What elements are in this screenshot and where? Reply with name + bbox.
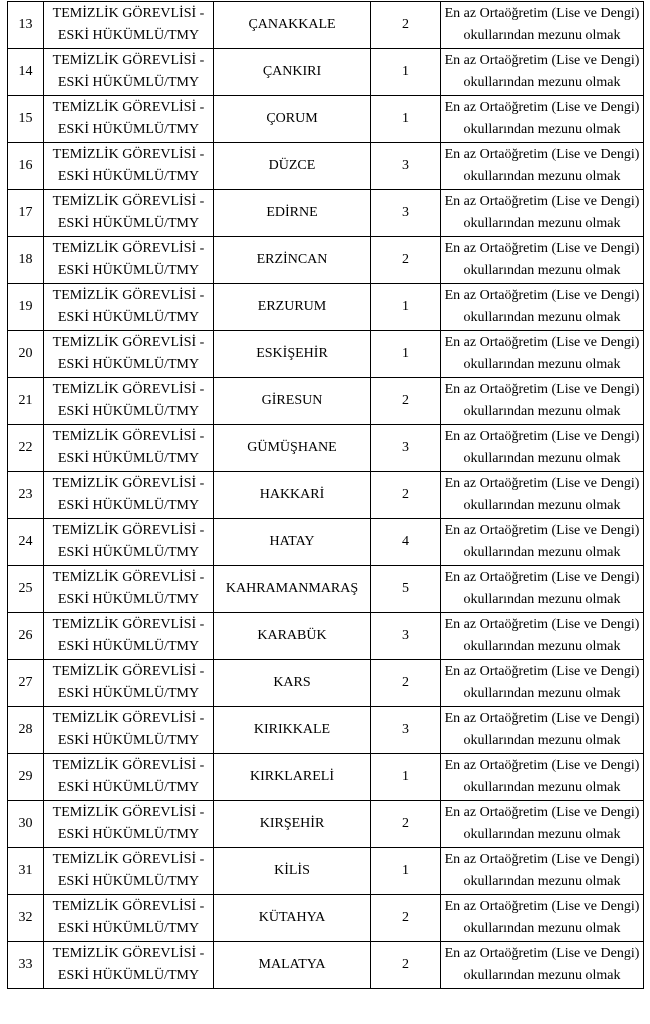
table-row (8, 2, 644, 49)
position-title-line-1: TEMİZLİK GÖREVLİSİ - (52, 805, 205, 820)
province-cell (214, 519, 371, 566)
province-name: ÇANKIRI (262, 64, 322, 79)
position-count: 4 (402, 534, 409, 549)
position-count: 1 (402, 346, 409, 361)
position-cell (44, 566, 214, 613)
province-name: ERZİNCAN (256, 252, 328, 267)
position-title-line-1: TEMİZLİK GÖREVLİSİ - (52, 147, 205, 162)
position-title-line-1: TEMİZLİK GÖREVLİSİ - (52, 711, 205, 726)
province-cell (214, 2, 371, 49)
position-title-line-2: ESKİ HÜKÜMLÜ/TMY (57, 921, 200, 936)
requirement-line-2: okullarından mezunu olmak (463, 733, 621, 748)
position-title-line-1: TEMİZLİK GÖREVLİSİ - (52, 852, 205, 867)
count-cell (371, 942, 441, 989)
table-row (8, 895, 644, 942)
requirement-cell (441, 331, 644, 378)
province-name: KIRIKKALE (253, 722, 331, 737)
row-number: 18 (18, 252, 33, 267)
requirement-cell (441, 566, 644, 613)
row-number: 21 (18, 393, 33, 408)
table-row (8, 143, 644, 190)
requirement-line-2: okullarından mezunu olmak (463, 451, 621, 466)
row-number-cell (8, 378, 44, 425)
position-title-line-1: TEMİZLİK GÖREVLİSİ - (52, 194, 205, 209)
count-cell (371, 519, 441, 566)
requirement-line-1: En az Ortaöğretim (Lise ve Dengi) (444, 288, 640, 303)
province-name: ESKİŞEHİR (256, 346, 328, 361)
province-cell (214, 331, 371, 378)
row-number-cell (8, 566, 44, 613)
position-title-line-1: TEMİZLİK GÖREVLİSİ - (52, 946, 205, 961)
table-row (8, 472, 644, 519)
requirement-line-2: okullarından mezunu olmak (463, 874, 621, 889)
position-count: 2 (402, 910, 409, 925)
requirement-cell (441, 613, 644, 660)
province-cell (214, 566, 371, 613)
requirement-line-1: En az Ortaöğretim (Lise ve Dengi) (444, 476, 640, 491)
position-cell (44, 49, 214, 96)
table-row (8, 378, 644, 425)
position-cell (44, 519, 214, 566)
position-title-line-1: TEMİZLİK GÖREVLİSİ - (52, 100, 205, 115)
requirement-line-1: En az Ortaöğretim (Lise ve Dengi) (444, 711, 640, 726)
position-count: 1 (402, 64, 409, 79)
requirement-line-2: okullarından mezunu olmak (463, 216, 621, 231)
row-number: 25 (18, 581, 33, 596)
row-number-cell (8, 895, 44, 942)
position-cell (44, 2, 214, 49)
requirement-line-2: okullarından mezunu olmak (463, 498, 621, 513)
row-number: 29 (18, 769, 33, 784)
row-number-cell (8, 801, 44, 848)
row-number-cell (8, 848, 44, 895)
province-cell (214, 660, 371, 707)
province-name: HAKKARİ (259, 487, 325, 502)
requirement-line-2: okullarından mezunu olmak (463, 357, 621, 372)
requirement-line-1: En az Ortaöğretim (Lise ve Dengi) (444, 617, 640, 632)
position-title-line-1: TEMİZLİK GÖREVLİSİ - (52, 758, 205, 773)
position-title-line-2: ESKİ HÜKÜMLÜ/TMY (57, 592, 200, 607)
position-title-line-1: TEMİZLİK GÖREVLİSİ - (52, 429, 205, 444)
row-number-cell (8, 190, 44, 237)
requirement-line-1: En az Ortaöğretim (Lise ve Dengi) (444, 664, 640, 679)
requirement-line-2: okullarından mezunu olmak (463, 310, 621, 325)
province-name: DÜZCE (268, 158, 316, 173)
position-cell (44, 895, 214, 942)
table-row (8, 754, 644, 801)
count-cell (371, 848, 441, 895)
requirement-line-1: En az Ortaöğretim (Lise ve Dengi) (444, 523, 640, 538)
province-name: EDİRNE (266, 205, 318, 220)
count-cell (371, 425, 441, 472)
row-number-cell (8, 425, 44, 472)
row-number-cell (8, 237, 44, 284)
requirement-line-2: okullarından mezunu olmak (463, 592, 621, 607)
position-cell (44, 425, 214, 472)
position-title-line-1: TEMİZLİK GÖREVLİSİ - (52, 382, 205, 397)
count-cell (371, 331, 441, 378)
requirement-line-2: okullarından mezunu olmak (463, 169, 621, 184)
row-number-cell (8, 613, 44, 660)
count-cell (371, 96, 441, 143)
count-cell (371, 190, 441, 237)
row-number: 27 (18, 675, 33, 690)
row-number-cell (8, 2, 44, 49)
position-title-line-1: TEMİZLİK GÖREVLİSİ - (52, 241, 205, 256)
position-cell (44, 284, 214, 331)
province-cell (214, 895, 371, 942)
row-number: 30 (18, 816, 33, 831)
staff-quota-table (7, 1, 644, 989)
count-cell (371, 566, 441, 613)
position-title-line-1: TEMİZLİK GÖREVLİSİ - (52, 6, 205, 21)
position-count: 2 (402, 957, 409, 972)
row-number: 33 (18, 957, 33, 972)
position-cell (44, 613, 214, 660)
table-row (8, 801, 644, 848)
count-cell (371, 143, 441, 190)
province-name: KİLİS (274, 863, 310, 878)
requirement-cell (441, 472, 644, 519)
requirement-line-2: okullarından mezunu olmak (463, 545, 621, 560)
count-cell (371, 801, 441, 848)
position-cell (44, 942, 214, 989)
row-number-cell (8, 707, 44, 754)
table-row (8, 707, 644, 754)
position-title-line-1: TEMİZLİK GÖREVLİSİ - (52, 288, 205, 303)
row-number-cell (8, 143, 44, 190)
table-row (8, 331, 644, 378)
count-cell (371, 237, 441, 284)
position-title-line-2: ESKİ HÜKÜMLÜ/TMY (57, 357, 200, 372)
requirement-line-1: En az Ortaöğretim (Lise ve Dengi) (444, 758, 640, 773)
position-cell (44, 331, 214, 378)
position-cell (44, 143, 214, 190)
position-cell (44, 190, 214, 237)
row-number-cell (8, 96, 44, 143)
position-title-line-1: TEMİZLİK GÖREVLİSİ - (52, 664, 205, 679)
position-title-line-2: ESKİ HÜKÜMLÜ/TMY (57, 780, 200, 795)
requirement-cell (441, 96, 644, 143)
province-cell (214, 801, 371, 848)
requirement-line-1: En az Ortaöğretim (Lise ve Dengi) (444, 147, 640, 162)
row-number-cell (8, 49, 44, 96)
position-count: 1 (402, 863, 409, 878)
row-number: 15 (18, 111, 33, 126)
requirement-line-1: En az Ortaöğretim (Lise ve Dengi) (444, 899, 640, 914)
requirement-line-2: okullarından mezunu olmak (463, 404, 621, 419)
position-title-line-1: TEMİZLİK GÖREVLİSİ - (52, 899, 205, 914)
position-title-line-2: ESKİ HÜKÜMLÜ/TMY (57, 545, 200, 560)
row-number: 24 (18, 534, 33, 549)
position-title-line-2: ESKİ HÜKÜMLÜ/TMY (57, 639, 200, 654)
requirement-line-2: okullarından mezunu olmak (463, 639, 621, 654)
count-cell (371, 2, 441, 49)
province-cell (214, 942, 371, 989)
requirement-cell (441, 378, 644, 425)
table-row (8, 49, 644, 96)
position-count: 2 (402, 393, 409, 408)
province-name: KÜTAHYA (258, 910, 326, 925)
requirement-line-1: En az Ortaöğretim (Lise ve Dengi) (444, 6, 640, 21)
province-name: ÇORUM (266, 111, 318, 126)
row-number: 13 (18, 17, 33, 32)
position-title-line-1: TEMİZLİK GÖREVLİSİ - (52, 476, 205, 491)
province-name: ERZURUM (257, 299, 327, 314)
requirement-line-2: okullarından mezunu olmak (463, 75, 621, 90)
count-cell (371, 754, 441, 801)
position-count: 3 (402, 205, 409, 220)
position-cell (44, 707, 214, 754)
requirement-line-1: En az Ortaöğretim (Lise ve Dengi) (444, 382, 640, 397)
province-cell (214, 754, 371, 801)
position-count: 3 (402, 628, 409, 643)
requirement-cell (441, 49, 644, 96)
province-cell (214, 425, 371, 472)
requirement-line-1: En az Ortaöğretim (Lise ve Dengi) (444, 194, 640, 209)
table-row (8, 942, 644, 989)
province-cell (214, 96, 371, 143)
count-cell (371, 707, 441, 754)
province-name: HATAY (269, 534, 315, 549)
position-title-line-2: ESKİ HÜKÜMLÜ/TMY (57, 874, 200, 889)
position-title-line-1: TEMİZLİK GÖREVLİSİ - (52, 53, 205, 68)
row-number: 28 (18, 722, 33, 737)
position-count: 3 (402, 440, 409, 455)
province-name: KIRŞEHİR (259, 816, 325, 831)
position-count: 3 (402, 722, 409, 737)
position-title-line-1: TEMİZLİK GÖREVLİSİ - (52, 570, 205, 585)
position-title-line-1: TEMİZLİK GÖREVLİSİ - (52, 335, 205, 350)
requirement-line-2: okullarından mezunu olmak (463, 263, 621, 278)
province-cell (214, 378, 371, 425)
table-row (8, 660, 644, 707)
row-number: 19 (18, 299, 33, 314)
province-name: KARABÜK (257, 628, 327, 643)
row-number-cell (8, 284, 44, 331)
row-number-cell (8, 754, 44, 801)
position-count: 1 (402, 111, 409, 126)
province-name: ÇANAKKALE (248, 17, 336, 32)
requirement-cell (441, 848, 644, 895)
requirement-line-1: En az Ortaöğretim (Lise ve Dengi) (444, 53, 640, 68)
requirement-cell (441, 2, 644, 49)
count-cell (371, 660, 441, 707)
row-number: 26 (18, 628, 33, 643)
row-number: 23 (18, 487, 33, 502)
table-row (8, 237, 644, 284)
position-title-line-2: ESKİ HÜKÜMLÜ/TMY (57, 169, 200, 184)
requirement-line-1: En az Ortaöğretim (Lise ve Dengi) (444, 946, 640, 961)
province-cell (214, 848, 371, 895)
position-count: 2 (402, 17, 409, 32)
province-cell (214, 49, 371, 96)
table-row (8, 190, 644, 237)
position-title-line-2: ESKİ HÜKÜMLÜ/TMY (57, 310, 200, 325)
province-name: GİRESUN (261, 393, 323, 408)
requirement-line-2: okullarından mezunu olmak (463, 686, 621, 701)
requirement-cell (441, 895, 644, 942)
position-title-line-2: ESKİ HÜKÜMLÜ/TMY (57, 968, 200, 983)
count-cell (371, 895, 441, 942)
province-cell (214, 284, 371, 331)
position-cell (44, 237, 214, 284)
row-number: 22 (18, 440, 33, 455)
position-title-line-2: ESKİ HÜKÜMLÜ/TMY (57, 827, 200, 842)
requirement-line-1: En az Ortaöğretim (Lise ve Dengi) (444, 805, 640, 820)
count-cell (371, 284, 441, 331)
requirement-cell (441, 143, 644, 190)
position-cell (44, 848, 214, 895)
count-cell (371, 49, 441, 96)
position-count: 2 (402, 487, 409, 502)
requirement-cell (441, 425, 644, 472)
position-count: 1 (402, 299, 409, 314)
province-cell (214, 143, 371, 190)
province-name: KAHRAMANMARAŞ (225, 581, 359, 596)
position-title-line-2: ESKİ HÜKÜMLÜ/TMY (57, 451, 200, 466)
province-name: KIRKLARELİ (250, 769, 334, 784)
requirement-cell (441, 707, 644, 754)
row-number: 17 (18, 205, 33, 220)
position-title-line-2: ESKİ HÜKÜMLÜ/TMY (57, 75, 200, 90)
requirement-line-1: En az Ortaöğretim (Lise ve Dengi) (444, 429, 640, 444)
table-row (8, 519, 644, 566)
province-cell (214, 237, 371, 284)
row-number-cell (8, 942, 44, 989)
position-cell (44, 801, 214, 848)
position-title-line-1: TEMİZLİK GÖREVLİSİ - (52, 617, 205, 632)
requirement-cell (441, 942, 644, 989)
count-cell (371, 472, 441, 519)
position-count: 2 (402, 675, 409, 690)
row-number: 14 (18, 64, 33, 79)
requirement-cell (441, 754, 644, 801)
requirement-line-2: okullarından mezunu olmak (463, 28, 621, 43)
position-cell (44, 378, 214, 425)
position-title-line-2: ESKİ HÜKÜMLÜ/TMY (57, 216, 200, 231)
position-title-line-1: TEMİZLİK GÖREVLİSİ - (52, 523, 205, 538)
row-number: 20 (18, 346, 33, 361)
position-title-line-2: ESKİ HÜKÜMLÜ/TMY (57, 122, 200, 137)
requirement-line-1: En az Ortaöğretim (Lise ve Dengi) (444, 241, 640, 256)
table-row (8, 566, 644, 613)
position-count: 3 (402, 158, 409, 173)
requirement-cell (441, 284, 644, 331)
row-number: 32 (18, 910, 33, 925)
position-title-line-2: ESKİ HÜKÜMLÜ/TMY (57, 733, 200, 748)
count-cell (371, 378, 441, 425)
position-title-line-2: ESKİ HÜKÜMLÜ/TMY (57, 404, 200, 419)
position-cell (44, 754, 214, 801)
position-count: 5 (402, 581, 409, 596)
row-number-cell (8, 331, 44, 378)
province-name: GÜMÜŞHANE (247, 440, 337, 455)
requirement-line-2: okullarından mezunu olmak (463, 968, 621, 983)
requirement-line-1: En az Ortaöğretim (Lise ve Dengi) (444, 335, 640, 350)
position-title-line-2: ESKİ HÜKÜMLÜ/TMY (57, 263, 200, 278)
table-row (8, 425, 644, 472)
table-body (8, 2, 644, 989)
position-title-line-2: ESKİ HÜKÜMLÜ/TMY (57, 498, 200, 513)
position-title-line-2: ESKİ HÜKÜMLÜ/TMY (57, 686, 200, 701)
province-cell (214, 613, 371, 660)
table-row (8, 848, 644, 895)
requirement-cell (441, 660, 644, 707)
row-number: 31 (18, 863, 33, 878)
row-number-cell (8, 660, 44, 707)
province-name: KARS (273, 675, 311, 690)
requirement-cell (441, 801, 644, 848)
row-number: 16 (18, 158, 33, 173)
province-cell (214, 190, 371, 237)
position-cell (44, 96, 214, 143)
row-number-cell (8, 519, 44, 566)
count-cell (371, 613, 441, 660)
requirement-cell (441, 237, 644, 284)
requirement-cell (441, 190, 644, 237)
province-cell (214, 472, 371, 519)
requirement-line-2: okullarından mezunu olmak (463, 122, 621, 137)
requirement-line-2: okullarından mezunu olmak (463, 921, 621, 936)
position-cell (44, 472, 214, 519)
requirement-line-1: En az Ortaöğretim (Lise ve Dengi) (444, 852, 640, 867)
requirement-cell (441, 519, 644, 566)
row-number-cell (8, 472, 44, 519)
table-row (8, 613, 644, 660)
province-cell (214, 707, 371, 754)
position-count: 1 (402, 769, 409, 784)
position-count: 2 (402, 816, 409, 831)
position-cell (44, 660, 214, 707)
table-row (8, 96, 644, 143)
requirement-line-1: En az Ortaöğretim (Lise ve Dengi) (444, 100, 640, 115)
requirement-line-1: En az Ortaöğretim (Lise ve Dengi) (444, 570, 640, 585)
table-row (8, 284, 644, 331)
position-count: 2 (402, 252, 409, 267)
province-name: MALATYA (258, 957, 326, 972)
position-title-line-2: ESKİ HÜKÜMLÜ/TMY (57, 28, 200, 43)
requirement-line-2: okullarından mezunu olmak (463, 780, 621, 795)
requirement-line-2: okullarından mezunu olmak (463, 827, 621, 842)
